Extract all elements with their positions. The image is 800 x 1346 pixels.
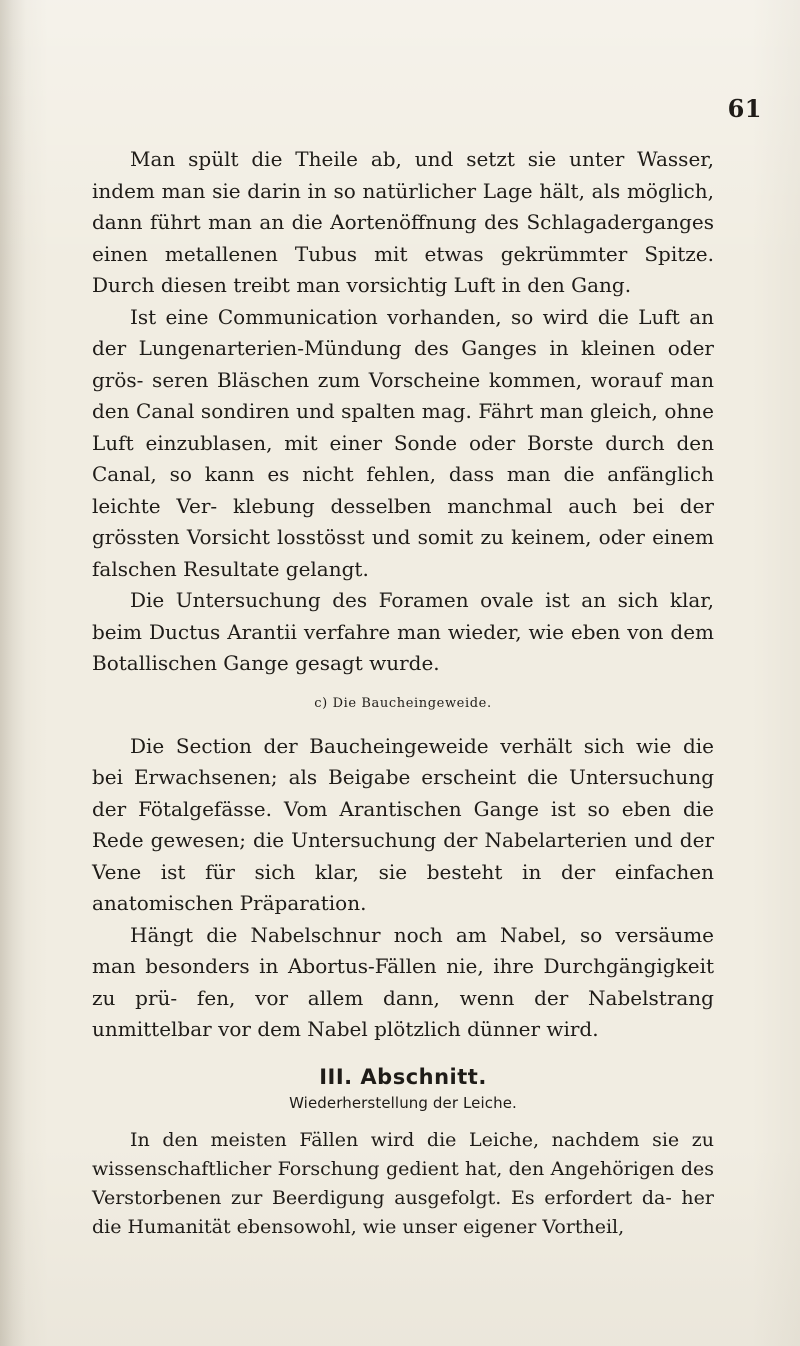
paragraph-6: In den meisten Fällen wird die Leiche, nachdem sie zu wissenschaftlicher Forschung gedient hat, den Angehörigen des Verstorbenen zur Beerdigung ausgefolgt. Es erfordert da- her die Humanität ebensowohl, wie unser eigener Vortheil, <box>92 1128 714 1238</box>
paragraph-3: Die Untersuchung des Foramen ovale ist an sich klar, beim Ductus Arantii verfahre man wieder, wie eben von dem Botallischen Gange gesagt wurde. <box>92 588 714 675</box>
page-number: 61 <box>727 94 762 123</box>
paragraph-1: Man spült die Theile ab, und setzt sie unter Wasser, indem man sie darin in so natürlicher Lage hält, als möglich, dann führt man an die Aortenöffnung des Schlagaderganges einen metallenen Tubus mit etwas gekrümmter Spitze. Durch diesen treibt man vorsichtig Luft in den Gang. <box>92 147 714 297</box>
page-content <box>92 144 714 1242</box>
page-binding-shadow <box>0 0 26 1346</box>
paragraph-5: Hängt die Nabelschnur noch am Nabel, so versäume man besonders in Abortus-Fällen nie, ihre Durchgängigkeit zu prü- fen, vor allem dann, wenn der Nabelstrang unmittelbar vor dem Nabel plötzlich dünner wird. <box>92 922 714 1041</box>
part-title: III. Abschnitt. <box>319 1064 487 1089</box>
paragraph-4: Die Section der Baucheingeweide verhält sich wie die bei Erwachsenen; als Beigabe erscheint die Untersuchung der Fötalgefässe. Vom Arantischen Gange ist so eben die Rede gewesen; die Untersuchung der Nabelarterien und der Vene ist für sich klar, sie besteht in der einfachen anatomischen Präparation. <box>92 733 714 915</box>
paragraph-2: Ist eine Communication vorhanden, so wird die Luft an der Lungenarterien-Mündung des Ganges in kleinen oder grös- seren Bläschen zum Vorscheine kommen, worauf man den Canal sondiren und spalten mag. Fährt man gleich, ohne Luft einzublasen, mit einer Sonde oder Borste durch den Canal, so kann es nicht fehlen, dass man die anfänglich leichte Ver- klebung desselben manchmal auch bei der grössten Vorsicht losstösst und somit zu keinem, oder einem falschen Resultate gelangt. <box>92 304 714 581</box>
section-heading-baucheingeweide: c) Die Baucheingeweide. <box>314 695 492 711</box>
part-subtitle: Wiederherstellung der Leiche. <box>289 1093 517 1112</box>
